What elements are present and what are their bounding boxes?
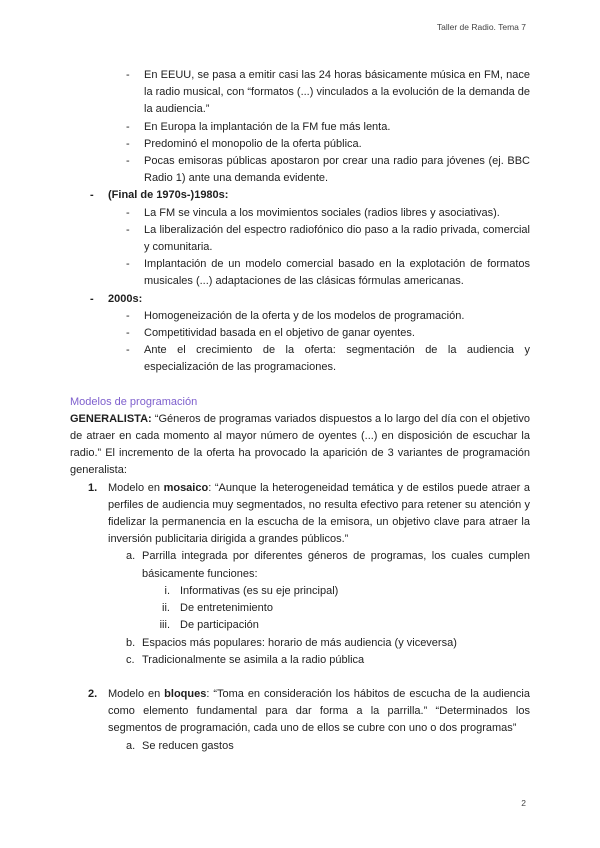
keyword-mosaico: mosaico bbox=[163, 481, 209, 494]
sub-item: a. Se reducen gastos bbox=[70, 738, 530, 755]
generalista-text: “Géneros de programas variados dispuestos a lo largo del día con el objetivo de atraer en cada momento al mayor número de oyentes (...) en disposición de escuchar la radio.” El incremento de la oferta ha provocado la aparición de 3 variantes de programación generalista: bbox=[70, 412, 530, 477]
page-content bbox=[70, 67, 530, 755]
list-item: - Implantación de un modelo comercial basado en la explotación de formatos musicales (...) adaptaciones de las clásicas fórmulas americanas. bbox=[126, 258, 530, 288]
letter-marker: a. bbox=[126, 739, 136, 752]
list-item: - En EEUU, se pasa a emitir casi las 24 horas básicamente música en FM, nace la radio musical, con “formatos (...) vinculados a la evolución de la demanda de la audiencia.” bbox=[126, 69, 530, 116]
list-item: - Homogeneización de la oferta y de los modelos de programación. bbox=[70, 308, 530, 325]
roman-marker: i. bbox=[164, 584, 170, 597]
generalista-paragraph bbox=[70, 411, 530, 480]
number-marker: 2. bbox=[88, 687, 98, 700]
list-item: - La liberalización del espectro radiofónico dio paso a la radio privada, comercial y comunitaria. bbox=[126, 223, 530, 254]
dash-marker: - bbox=[126, 155, 130, 168]
list-item: - Pocas emisoras públicas apostaron por crear una radio para jóvenes (ej. BBC Radio 1) ante una demanda evidente. bbox=[126, 155, 530, 185]
page-number: 2 bbox=[521, 798, 526, 808]
dash-marker: - bbox=[90, 189, 94, 202]
numbered-item-bloques: 2. Modelo en bloques: “Toma en consideración los hábitos de escucha de la audiencia como elemento fundamental para dar forma a la parrilla.” “Determinados los segmentos de programación, cada uno de ellos se cubre con uno o dos programas” bbox=[88, 687, 530, 735]
dash-marker: - bbox=[126, 69, 130, 81]
letter-marker: b. bbox=[126, 636, 136, 649]
roman-marker: iii. bbox=[159, 619, 170, 632]
list-item: - Ante el crecimiento de la oferta: segmentación de la audiencia y especialización de las programaciones. bbox=[126, 344, 530, 374]
dash-marker: - bbox=[126, 206, 130, 219]
letter-marker: a. bbox=[126, 550, 136, 563]
dash-marker: - bbox=[126, 137, 130, 150]
number-marker: 1. bbox=[88, 481, 98, 494]
sub-item: a. Parrilla integrada por diferentes géneros de programas, los cuales cumplen básicamente funciones: bbox=[126, 550, 530, 580]
sub-item: b. Espacios más populares: horario de más audiencia (y viceversa) bbox=[70, 635, 530, 652]
dash-marker: - bbox=[126, 327, 130, 340]
sub-item: c. Tradicionalmente se asimila a la radio pública bbox=[70, 652, 530, 669]
roman-item: i. Informativas (es su eje principal) bbox=[70, 583, 530, 600]
dash-marker: - bbox=[126, 258, 130, 271]
dash-marker: - bbox=[126, 120, 130, 133]
running-header: Taller de Radio. Tema 7 bbox=[436, 22, 526, 32]
dash-marker: - bbox=[126, 223, 130, 236]
dash-marker: - bbox=[90, 292, 94, 305]
letter-marker: c. bbox=[126, 653, 135, 666]
numbered-item-mosaico: 1. Modelo en mosaico: “Aunque la heterogeneidad temática y de estilos puede atraer a perfiles de audiencia muy segmentados, no resulta efectivo para retener su atención y fidelizar la permanencia en la escucha de la emisora, un objetivo clave para atraer la inversión publicitaria dirigida a grandes públicos.” bbox=[88, 481, 530, 546]
keyword-bloques: bloques bbox=[164, 687, 207, 700]
section-heading: Modelos de programación bbox=[70, 395, 198, 408]
list-item: - La FM se vincula a los movimientos sociales (radios libres y asociativas). bbox=[70, 205, 530, 222]
roman-item: ii. De entretenimiento bbox=[70, 600, 530, 617]
dash-marker: - bbox=[126, 309, 130, 322]
list-item: - Predominó el monopolio de la oferta pública. bbox=[70, 136, 530, 153]
period-heading-2000s: - 2000s: bbox=[70, 291, 530, 308]
list-item: - En Europa la implantación de la FM fue más lenta. bbox=[70, 119, 530, 136]
generalista-label: GENERALISTA: bbox=[70, 412, 152, 425]
spacer bbox=[70, 669, 530, 686]
roman-marker: ii. bbox=[162, 602, 170, 615]
roman-item: iii. De participación bbox=[70, 617, 530, 634]
dash-marker: - bbox=[126, 344, 130, 357]
list-item: - Competitividad basada en el objetivo de ganar oyentes. bbox=[70, 325, 530, 342]
period-heading-1980s: - (Final de 1970s-)1980s: bbox=[70, 187, 530, 204]
